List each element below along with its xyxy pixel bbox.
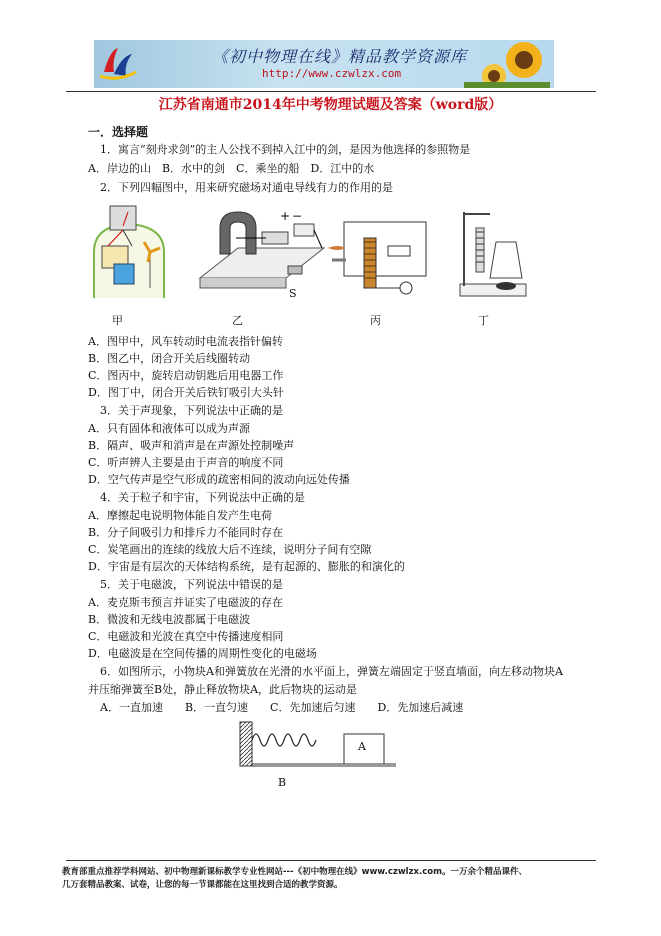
figure-label-ding: 丁 (478, 314, 489, 327)
q2-stem: 2．下列四幅图中，用来研究磁场对通电导线有力的作用的是 (100, 181, 393, 194)
footer-line-1: 教育部重点推荐学科网站、初中物理新课标教学专业性网站---《初中物理在线》www.czwlzx.com。一万余个精品课件、 (62, 867, 527, 877)
figure-label-bing: 丙 (370, 314, 381, 327)
block-a-label: A (358, 740, 366, 753)
q3-option-b: B．隔声、吸声和消声是在声源处控制噪声 (88, 439, 295, 452)
q6-stem-line1: 6．如图所示，小物块A和弹簧放在光滑的水平面上，弹簧左端固定于竖直墙面，向左移动物块A (100, 665, 563, 678)
site-logo-icon (96, 42, 140, 86)
q2-option-b: B．图乙中，闭合开关后线圈转动 (88, 352, 251, 365)
section-heading: 一．选择题 (88, 125, 149, 139)
point-b-label: B (278, 776, 287, 789)
q3-stem: 3．关于声现象，下列说法中正确的是 (100, 404, 283, 417)
q5-option-b: B．微波和无线电波都属于电磁波 (88, 613, 251, 626)
q5-option-c: C．电磁波和光波在真空中传播速度相同 (88, 630, 284, 643)
q2-option-a: A．图甲中，风车转动时电流表指针偏转 (88, 335, 283, 348)
footer (62, 866, 602, 892)
header-rule (66, 91, 596, 92)
figure-label-yi: 乙 (232, 314, 243, 327)
q3-option-d: D．空气传声是空气形成的疏密相间的波动向远处传播 (88, 473, 350, 486)
q5-option-a: A．麦克斯韦预言并证实了电磁波的存在 (88, 596, 283, 609)
q4-stem: 4．关于粒子和宇宙，下列说法中正确的是 (100, 491, 305, 504)
q2-option-d: D．图丁中，闭合开关后铁钉吸引大头针 (88, 386, 284, 399)
figure-bing-electromagnetic-relay (326, 218, 428, 302)
banner-title: 《初中物理在线》精品教学资源库 (212, 47, 468, 66)
figure-spring-block (236, 720, 398, 768)
q4-option-d: D．宇宙是有层次的天体结构系统，是有起源的、膨胀的和演化的 (88, 560, 405, 573)
sunflower-icon (464, 40, 550, 88)
q2-option-c: C．图丙中，旋转启动钥匙后用电器工作 (88, 369, 284, 382)
q1-options: A．岸边的山 B．水中的剑 C．乘坐的船 D．江中的水 (88, 162, 375, 175)
q4-option-c: C．炭笔画出的连续的线放大后不连续，说明分子间有空隙 (88, 543, 372, 556)
svg-text:−: − (292, 209, 303, 223)
q4-option-a: A．摩擦起电说明物体能自发产生电荷 (88, 509, 272, 522)
q6-stem-line2: 并压缩弹簧至B处，静止释放物块A，此后物块的运动是 (88, 683, 358, 696)
q6-options: A．一直加速 B．一直匀速 C．先加速后匀速 D．先加速后减速 (100, 701, 464, 714)
header-banner (94, 40, 554, 88)
figure-jia-wind-turbine (88, 202, 170, 302)
footer-rule (66, 860, 596, 861)
q5-option-d: D．电磁波是在空间传播的周期性变化的电磁场 (88, 647, 317, 660)
q3-option-a: A．只有固体和液体可以成为声源 (88, 422, 250, 435)
figure-yi-switch-label: S (289, 287, 297, 300)
document-title: 江苏省南通市2014年中考物理试题及答案（word版） (158, 97, 503, 113)
q4-option-b: B．分子间吸引力和排斥力不能同时存在 (88, 526, 284, 539)
banner-url[interactable]: http://www.czwlzx.com (262, 67, 402, 80)
q3-option-c: C．听声辨人主要是由于声音的响度不同 (88, 456, 284, 469)
svg-text:+: + (280, 209, 291, 223)
figure-ding-electromagnet (456, 208, 530, 300)
q5-stem: 5．关于电磁波，下列说法中错误的是 (100, 578, 283, 591)
q1-stem: 1．寓言“刻舟求剑”的主人公找不到掉入江中的剑，是因为他选择的参照物是 (100, 143, 471, 156)
footer-line-2: 几万套精品教案、试卷，让您的每一节课都能在这里找到合适的教学资源。 (62, 880, 343, 890)
figure-label-jia: 甲 (112, 314, 123, 327)
figure-yi-motor (198, 208, 326, 300)
